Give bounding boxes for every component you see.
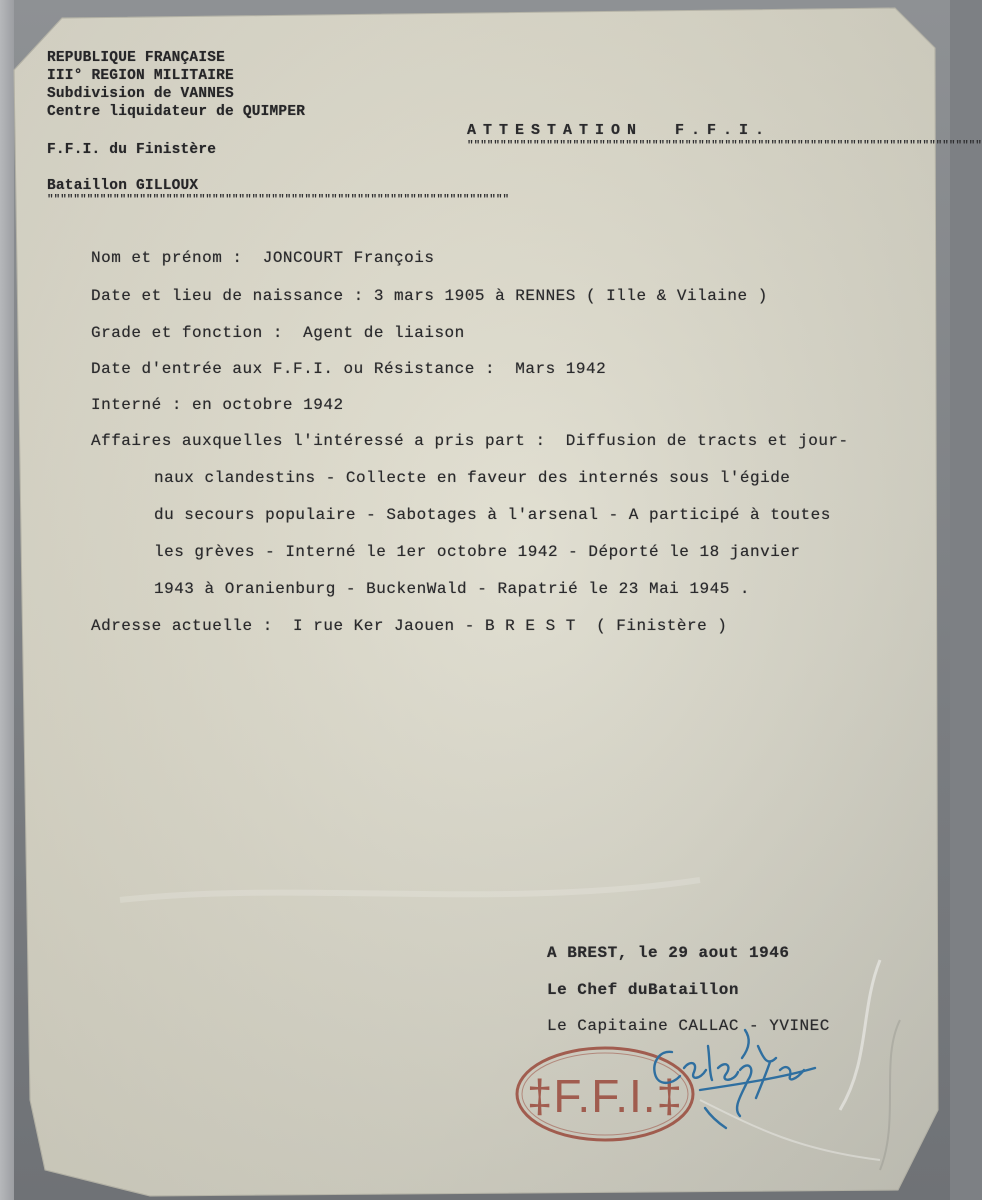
- header-republic: REPUBLIQUE FRANÇAISE: [47, 50, 226, 66]
- field-affairs-line: du secours populaire - Sabotages à l'arsenal - A participé à toutes: [154, 506, 831, 524]
- header-rule: """""""""""""""""""""""""""""""""""""""""""""""""""""""""""""""""""""": [47, 194, 510, 206]
- signatory-name: Le Capitaine CALLAC - YVINEC: [547, 1017, 830, 1035]
- field-address: Adresse actuelle : I rue Ker Jaouen - B R E S T ( Finistère ): [91, 617, 728, 635]
- field-grade: Grade et fonction : Agent de liaison: [91, 324, 465, 342]
- header-ffi-unit: F.F.I. du Finistère: [47, 142, 217, 158]
- header-centre: Centre liquidateur de QUIMPER: [47, 104, 306, 120]
- document-title: ATTESTATION F.F.I.: [467, 122, 772, 139]
- header-subdivision: Subdivision de VANNES: [47, 86, 234, 102]
- field-entry: Date d'entrée aux F.F.I. ou Résistance : Mars 1942: [91, 360, 607, 378]
- field-birth: Date et lieu de naissance : 3 mars 1905 à RENNES ( Ille & Vilaine ): [91, 287, 768, 305]
- title-rule: """""""""""""""""""""""""""""""""""""""""""""""""""""""""""""""""""""""""""""": [467, 140, 982, 152]
- signatory-role: Le Chef duBataillon: [547, 981, 739, 999]
- field-affairs-line: Affaires auxquelles l'intéressé a pris part : Diffusion de tracts et jour-: [91, 432, 849, 450]
- ffi-stamp: [517, 1048, 693, 1140]
- field-name: Nom et prénom : JONCOURT François: [91, 249, 435, 267]
- field-interned: Interné : en octobre 1942: [91, 396, 344, 414]
- header-battalion: Bataillon GILLOUX: [47, 178, 199, 194]
- stamp-text: ‡F.F.I.‡: [526, 1070, 684, 1122]
- header-region: III° REGION MILITAIRE: [47, 68, 234, 84]
- field-affairs-line: les grèves - Interné le 1er octobre 1942 - Déporté le 18 janvier: [154, 543, 801, 561]
- field-affairs-line: naux clandestins - Collecte en faveur des internés sous l'égide: [154, 469, 791, 487]
- field-affairs-line: 1943 à Oranienburg - BuckenWald - Rapatrié le 23 Mai 1945 .: [154, 580, 750, 598]
- place-date: A BREST, le 29 aout 1946: [547, 944, 790, 962]
